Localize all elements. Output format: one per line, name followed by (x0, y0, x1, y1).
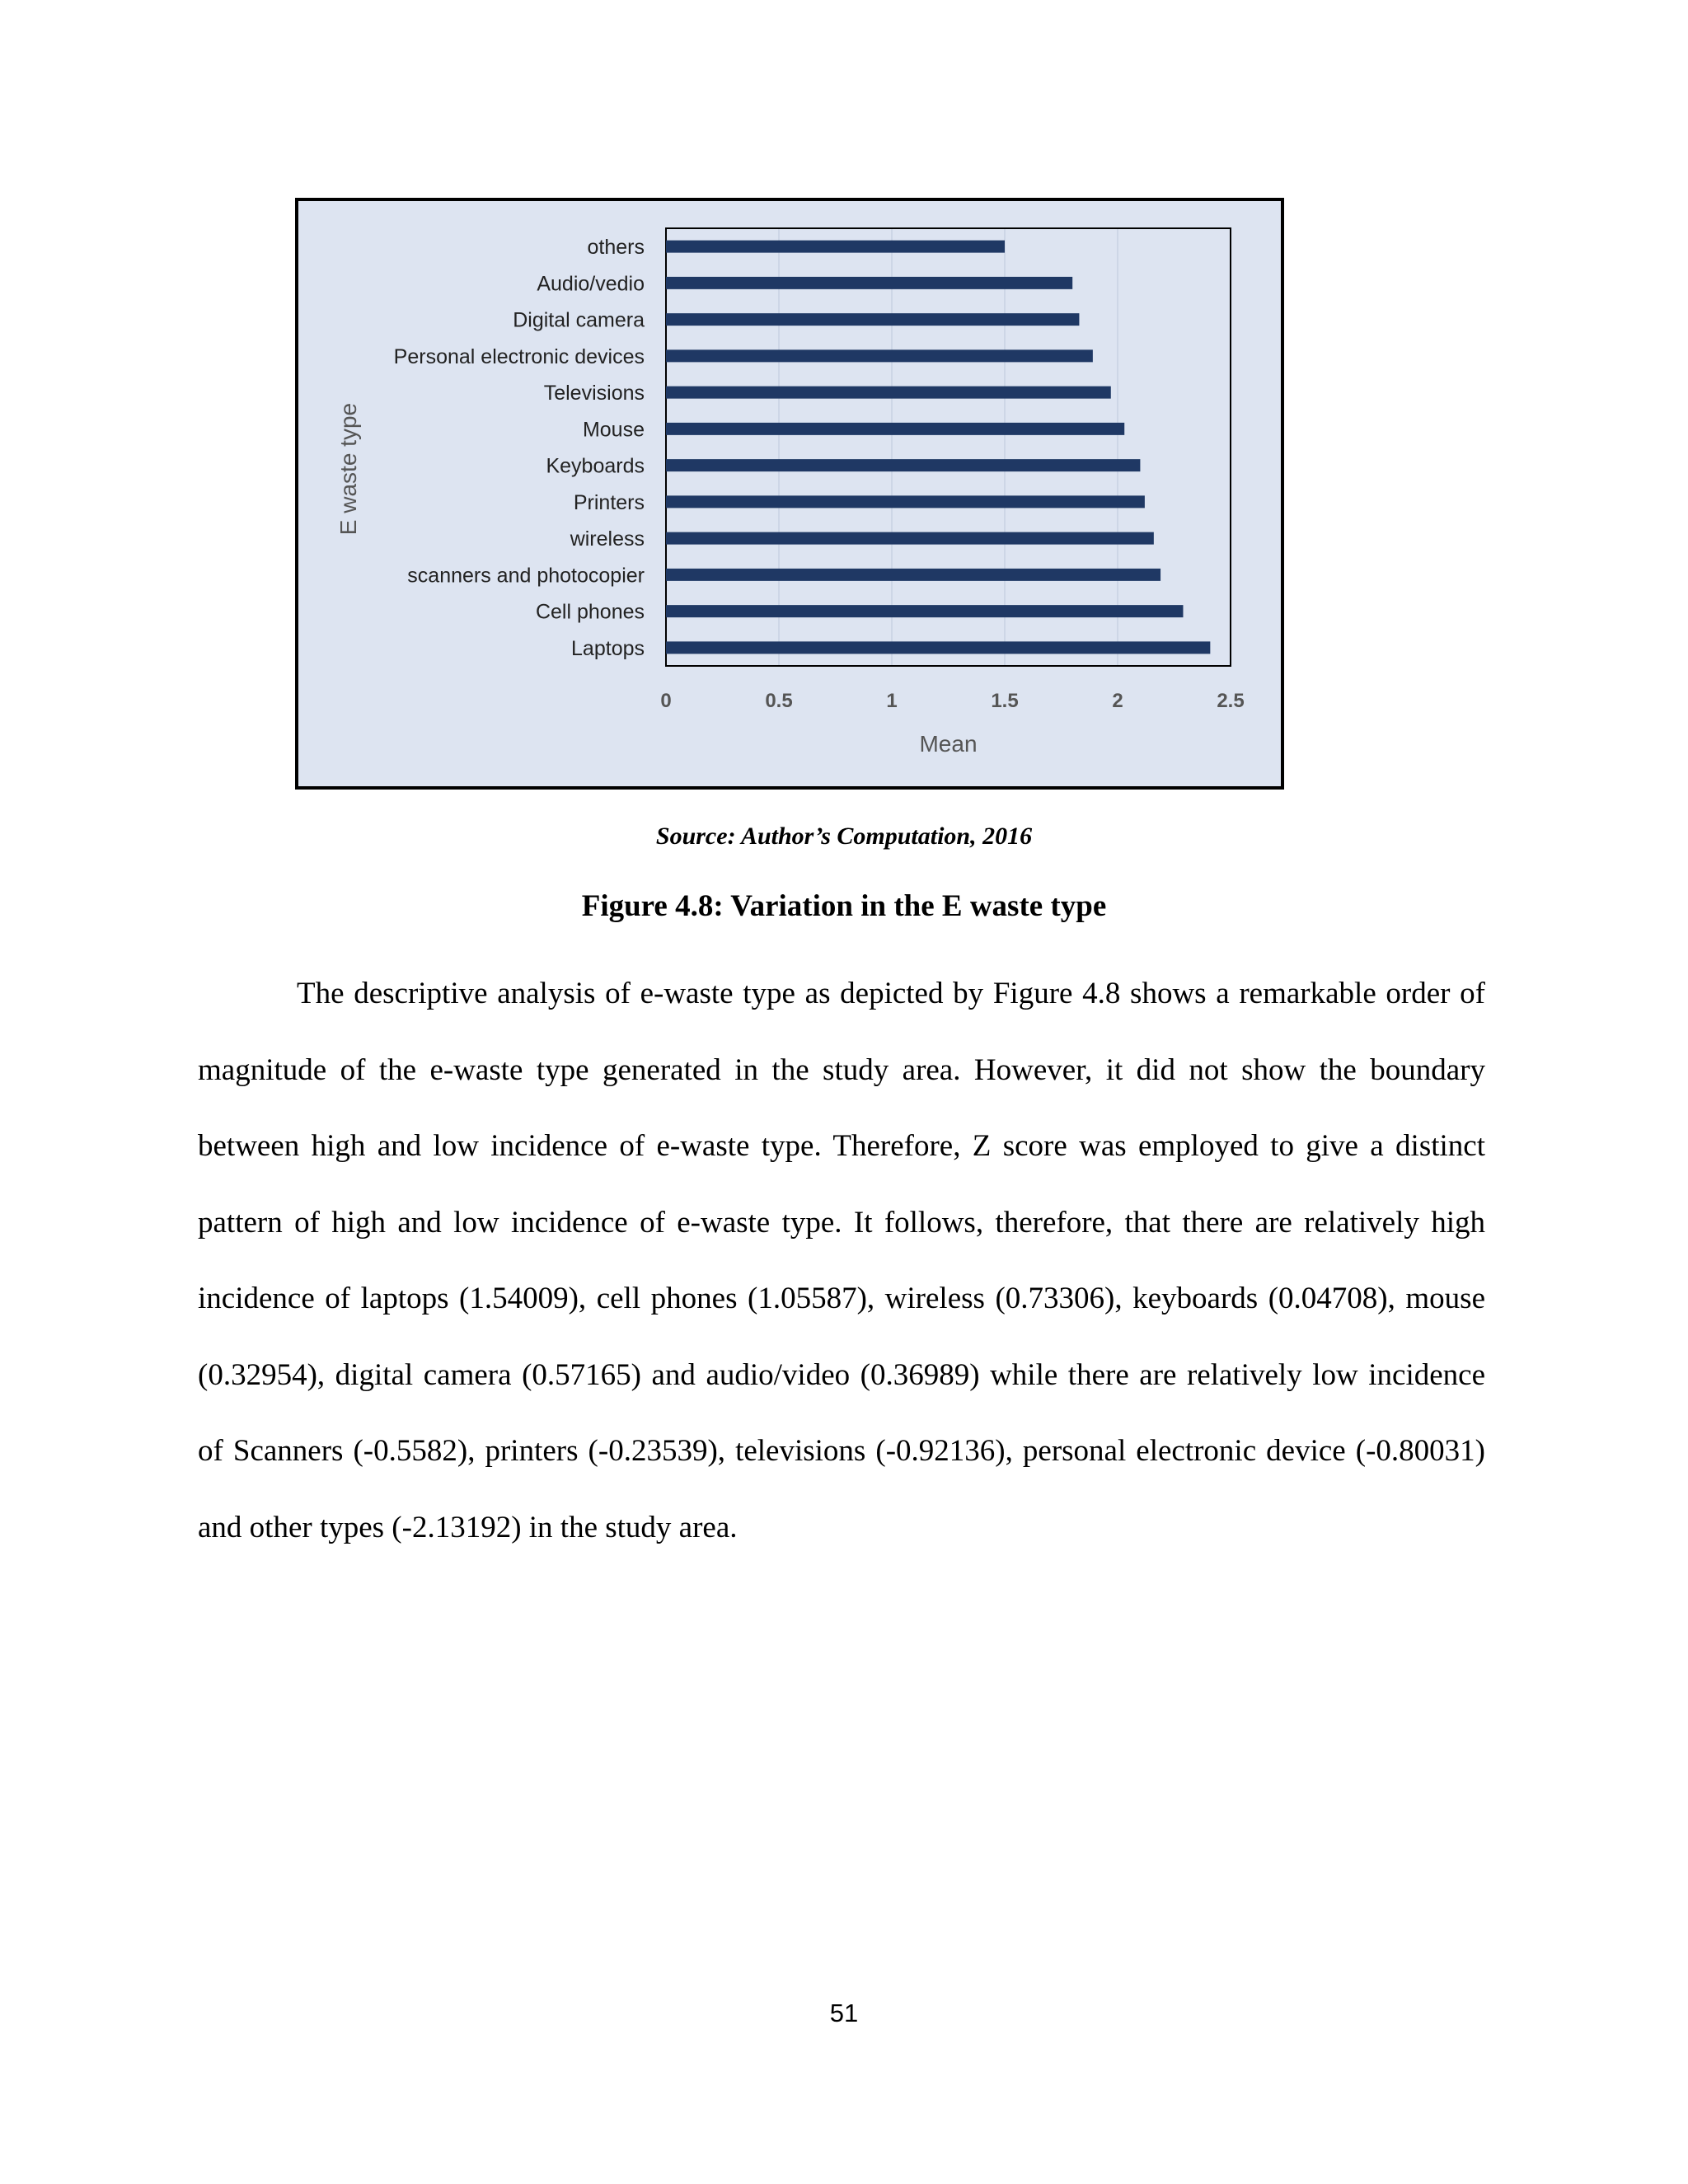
bar (666, 241, 1005, 253)
category-label: Cell phones (535, 600, 645, 624)
bar (666, 495, 1145, 508)
category-label: Audio/vedio (537, 272, 645, 296)
bar (666, 569, 1160, 581)
category-label: Laptops (571, 636, 645, 660)
category-label: Digital camera (513, 308, 645, 332)
bar (666, 387, 1111, 399)
x-tick-label: 0 (660, 690, 672, 712)
bar (666, 349, 1093, 362)
category-label: Televisions (543, 382, 645, 405)
body-paragraph: The descriptive analysis of e-waste type as depicted by Figure 4.8 shows a remarkable order of magnitude of the e-waste type generated in the study area. However, it did not show the boundary between high and low incidence of e-waste type. Therefore, Z score was employed to give a distinct pattern of high and low incidence of e-waste type. It follows, therefore, that there are relatively high incidence of laptops (1.54009), cell phones (1.05587), wireless (0.73306), keyboards (0.04708), mouse (0.32954), digital camera (0.57165) and audio/video (0.36989) while there are relatively low incidence of Scanners (-0.5582), printers (-0.23539), televisions (-0.92136), personal electronic device (-0.80031) and other types (-2.13192) in the study area. (198, 977, 1485, 1544)
figure-source: Source: Author’s Computation, 2016 (655, 823, 1033, 850)
x-tick-label: 2.5 (1217, 690, 1245, 712)
x-tick-label: 2 (1112, 690, 1123, 712)
category-label: Mouse (582, 418, 645, 442)
bar (666, 532, 1154, 545)
bar-chart (298, 201, 1281, 786)
page-number: 51 (829, 1999, 859, 2027)
x-tick-label: 1 (886, 690, 898, 712)
category-label: Printers (573, 490, 645, 514)
category-label: Personal electronic devices (393, 344, 645, 368)
x-tick-label: 1.5 (991, 690, 1019, 712)
bar (666, 459, 1140, 471)
x-axis-title: Mean (919, 731, 978, 757)
bar (666, 277, 1072, 289)
chart-frame (295, 198, 1284, 790)
category-label: scanners and photocopier (407, 564, 645, 588)
bar (666, 641, 1210, 654)
bar (666, 423, 1124, 435)
bar (666, 313, 1079, 326)
plot-area (666, 228, 1231, 666)
category-label: others (587, 236, 645, 260)
category-label: wireless (570, 527, 645, 551)
y-axis-title: E waste type (335, 402, 361, 536)
bar (666, 605, 1183, 617)
x-tick-label: 0.5 (765, 690, 793, 712)
figure-title: Figure 4.8: Variation in the E waste type (581, 889, 1107, 923)
category-label: Keyboards (546, 454, 645, 478)
